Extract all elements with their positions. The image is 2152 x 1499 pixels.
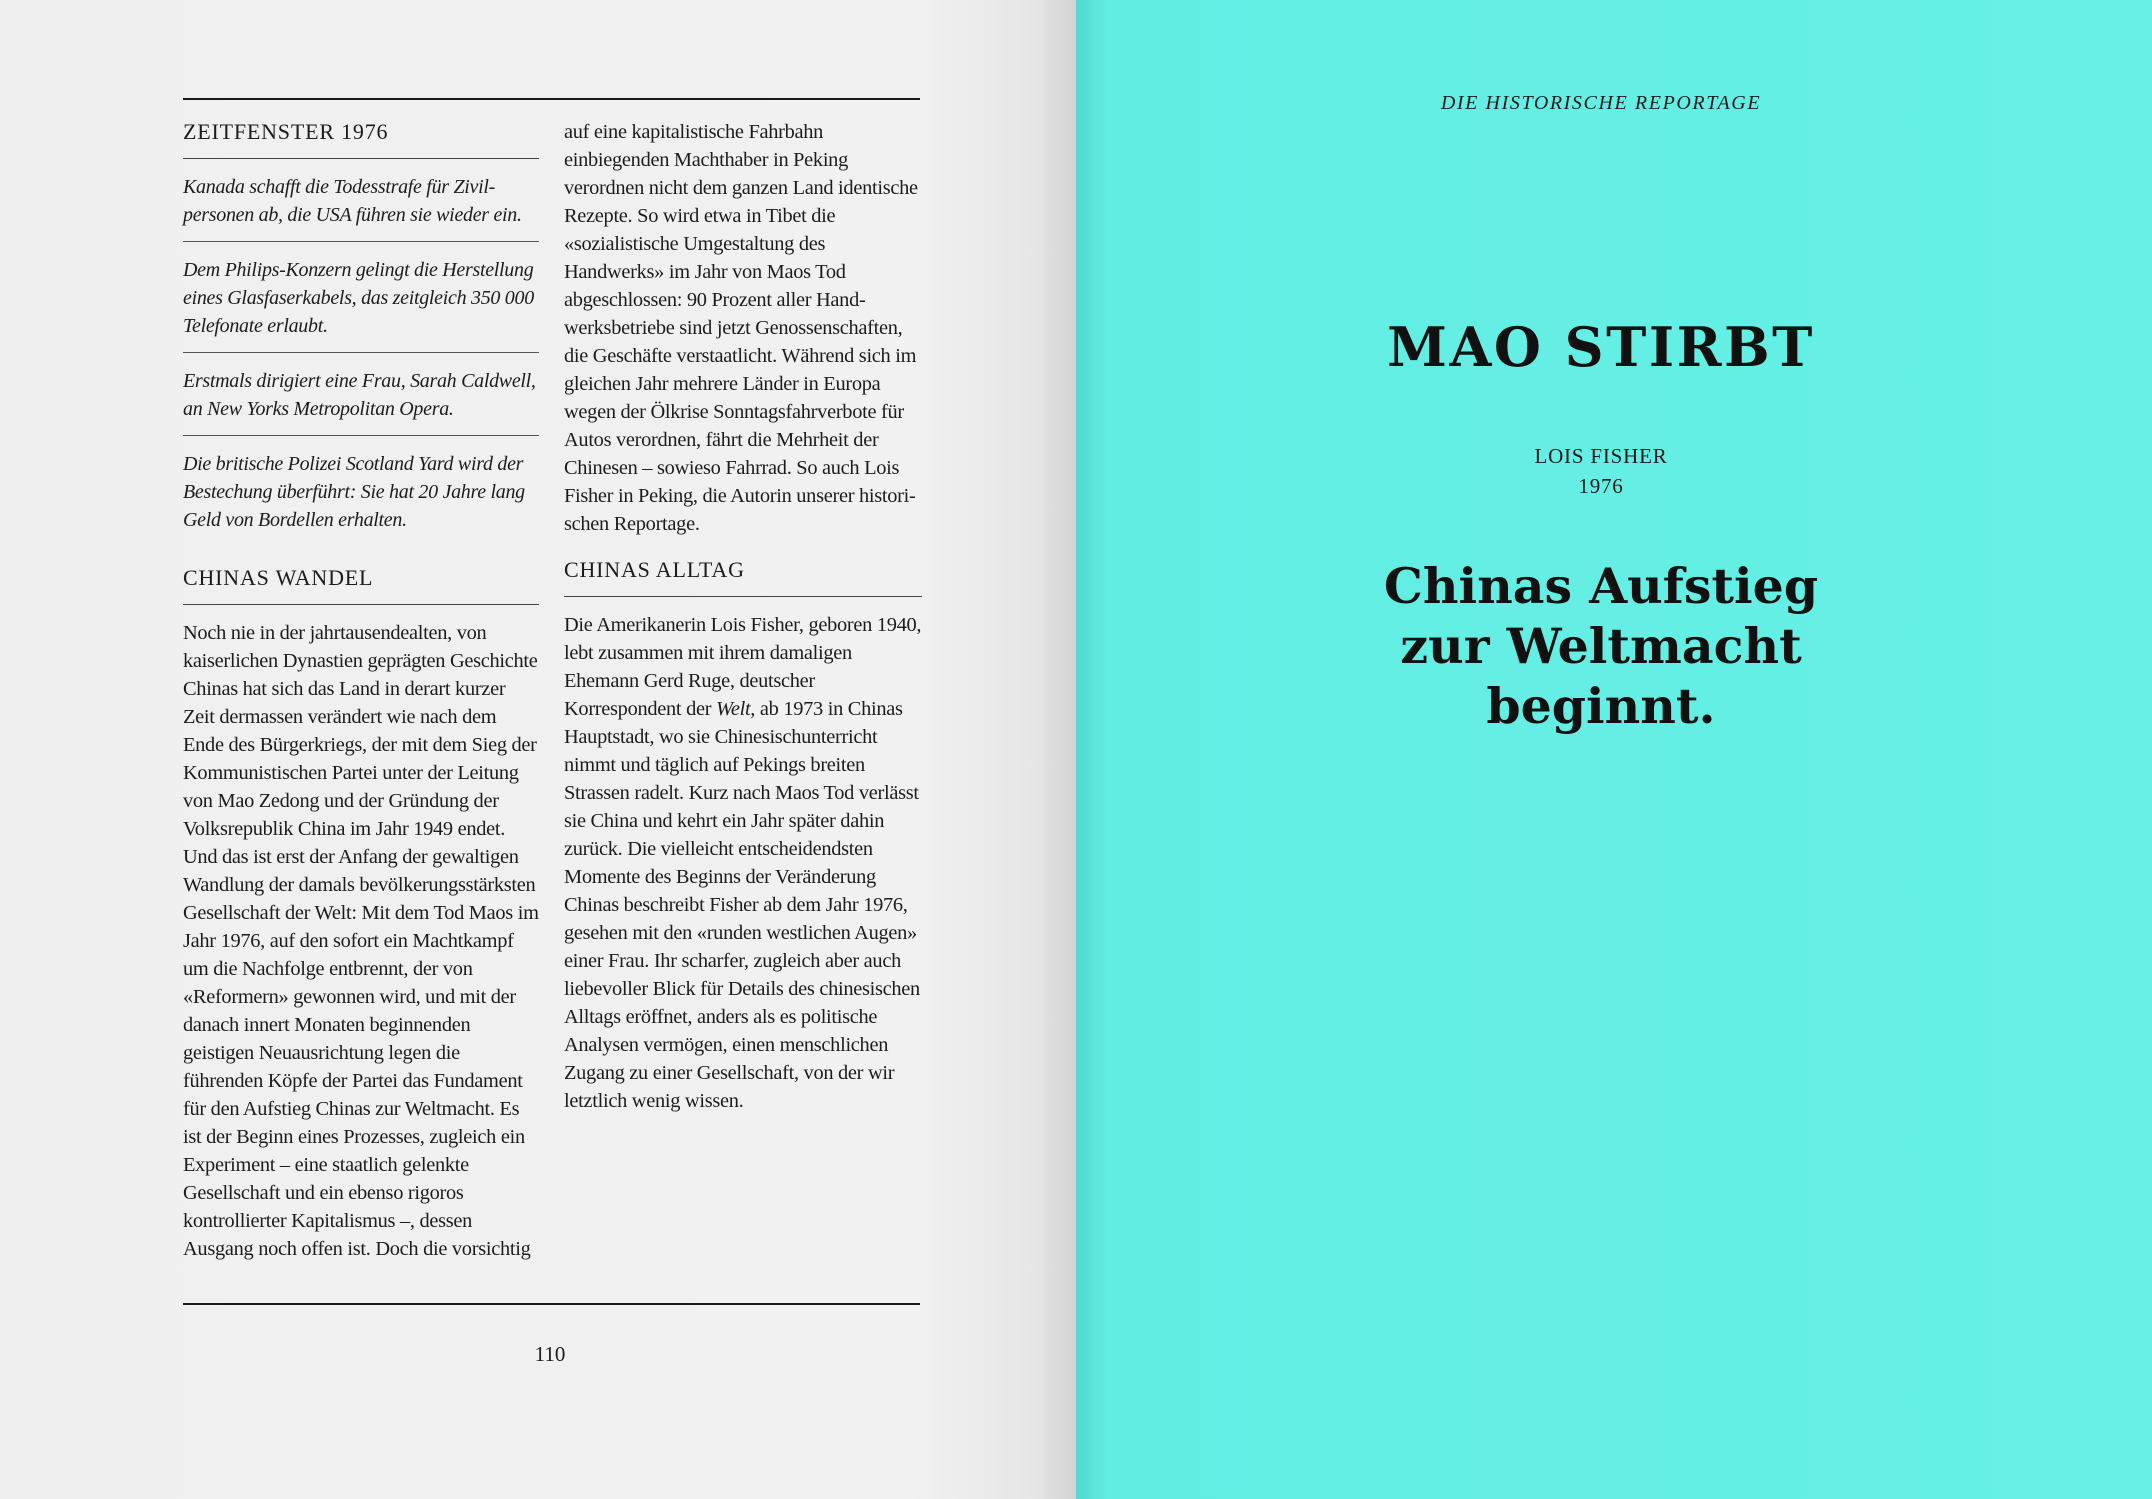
section-heading-alltag: CHINAS ALLTAG [564, 556, 922, 597]
sidebar-heading: ZEITFENSTER 1976 [183, 118, 539, 159]
section-text-alltag-part1: Die Amerikanerin Lois Fisher, geboren 1940, lebt zusammen mit ihrem damaligen Ehemann Gerd Ruge, deutscher Korrespondent der [564, 614, 922, 720]
section-gap [564, 538, 922, 556]
article-headline [1076, 556, 2126, 736]
left-column [183, 118, 539, 1263]
right-column-flow [564, 118, 922, 1115]
headline-line: Chinas Aufstieg [1383, 557, 1819, 615]
page-number: 110 [534, 1342, 566, 1366]
section-text-wandel [183, 619, 539, 1263]
fact-item: Die britische Polizei Scotland Yard wird der Bestechung überführt: Sie hat 20 Jahre lang Geld von Bordellen erhalten. [183, 453, 525, 531]
fact-item: Erstmals dirigiert eine Frau, Sarah Caldwell, an New Yorks Metropolitan Opera. [183, 367, 539, 436]
section-text-alltag-part2: ab 1973 in Chinas Hauptstadt, wo sie Chinesischunterricht nimmt und täglich auf Pekings breiten Strassen radelt. Kurz nach Maos Tod verlässt sie China und kehrt ein Jahr später dahin zurück. Die vielleicht entscheidendsten Momente des Beginns der Veränderung Chinas beschreibt Fisher ab dem Jahr 1976, gesehen mit den «runden westlichen Augen» einer Frau. Ihr scharfer, zugleich aber auch liebevoller Blick für Details des chinesischen Alltags eröffnet, anders als es politische Analysen vermögen, einen menschlichen Zugang zu einer Gesellschaft, von der wir letztlich wenig wissen. [564, 698, 920, 1112]
newspaper-name: Welt, [716, 698, 756, 720]
fact-item: Dem Philips-Konzern gelingt die Herstellung eines Glasfaserkabels, das zeitgleich 350 000 Telefonate erlaubt. [183, 256, 539, 353]
section-heading-wandel: CHINAS WANDEL [183, 564, 539, 605]
section-text-wandel-continued: auf eine kapitalistische Fahrbahn einbiegenden Machthaber in Peking verordnen nicht dem ganzen Land identische Rezepte. So wird etwa in Tibet die «sozialistische Umgestaltung des Handwerks» im Jahr von Maos Tod abgeschlossen: 90 Prozent aller Handwerksbetriebe sind jetzt Genossenschaften, die Geschäfte verstaatlicht. Während sich im gleichen Jahr mehrere Länder in Europa wegen der Ölkrise Sonntagsfahrverbote für Autos verordnen, fährt die Mehrheit der Chinesen – sowieso Fahrrad. So auch Lois Fisher in Peking, die Autorin unserer historischen Reportage. [564, 121, 918, 535]
article-year: 1976 [1578, 474, 1624, 498]
article-title: MAO STIRBT [1387, 315, 1815, 379]
right-page [1076, 0, 2152, 1499]
author-name: LOIS FISHER [1534, 444, 1668, 468]
top-rule [183, 98, 920, 100]
series-kicker: DIE HISTORISCHE REPORTAGE [1440, 92, 1762, 114]
section-text-alltag [564, 611, 922, 1115]
bottom-rule [183, 1303, 920, 1305]
byline [1076, 441, 2126, 501]
headline-line: beginnt. [1486, 677, 1716, 735]
section-text-wandel-body: Noch nie in der jahrtausendealten, von kaiserlichen Dynastien geprägten Geschichte Chinas hat sich das Land in derart kurzer Zeit dermassen verändert wie nach dem Ende des Bürgerkriegs, der mit dem Sieg der Kommunistischen Partei unter der Leitung von Mao Zedong und der Gründung der Volksrepublik China im Jahr 1949 endet. Und das ist erst der Anfang der gewaltigen Wandlung der damals bevölkerungsstärksten Gesellschaft der Welt: Mit dem Tod Maos im Jahr 1976, auf den sofort ein Machtkampf um die Nachfolge entbrennt, der von «Reformern» gewonnen wird, und mit der danach innert Monaten beginnenden geistigen Neuausrichtung legen die führenden Köpfe der Partei das Fundament für den Aufstieg Chinas zur Weltmacht. Es ist der Beginn eines Prozesses, zugleich ein Experiment – eine staatlich gelenkte Gesellschaft und ein ebenso rigoros kontrollierter Kapitalismus –, dessen Ausgang noch offen ist. Doch die vorsichtig [183, 622, 539, 1260]
headline-line: zur Weltmacht [1400, 617, 1802, 675]
fact-item: Kanada schafft die Todesstrafe für Zivilpersonen ab, die USA führen sie wieder ein. [183, 173, 539, 242]
right-column [564, 118, 922, 1115]
